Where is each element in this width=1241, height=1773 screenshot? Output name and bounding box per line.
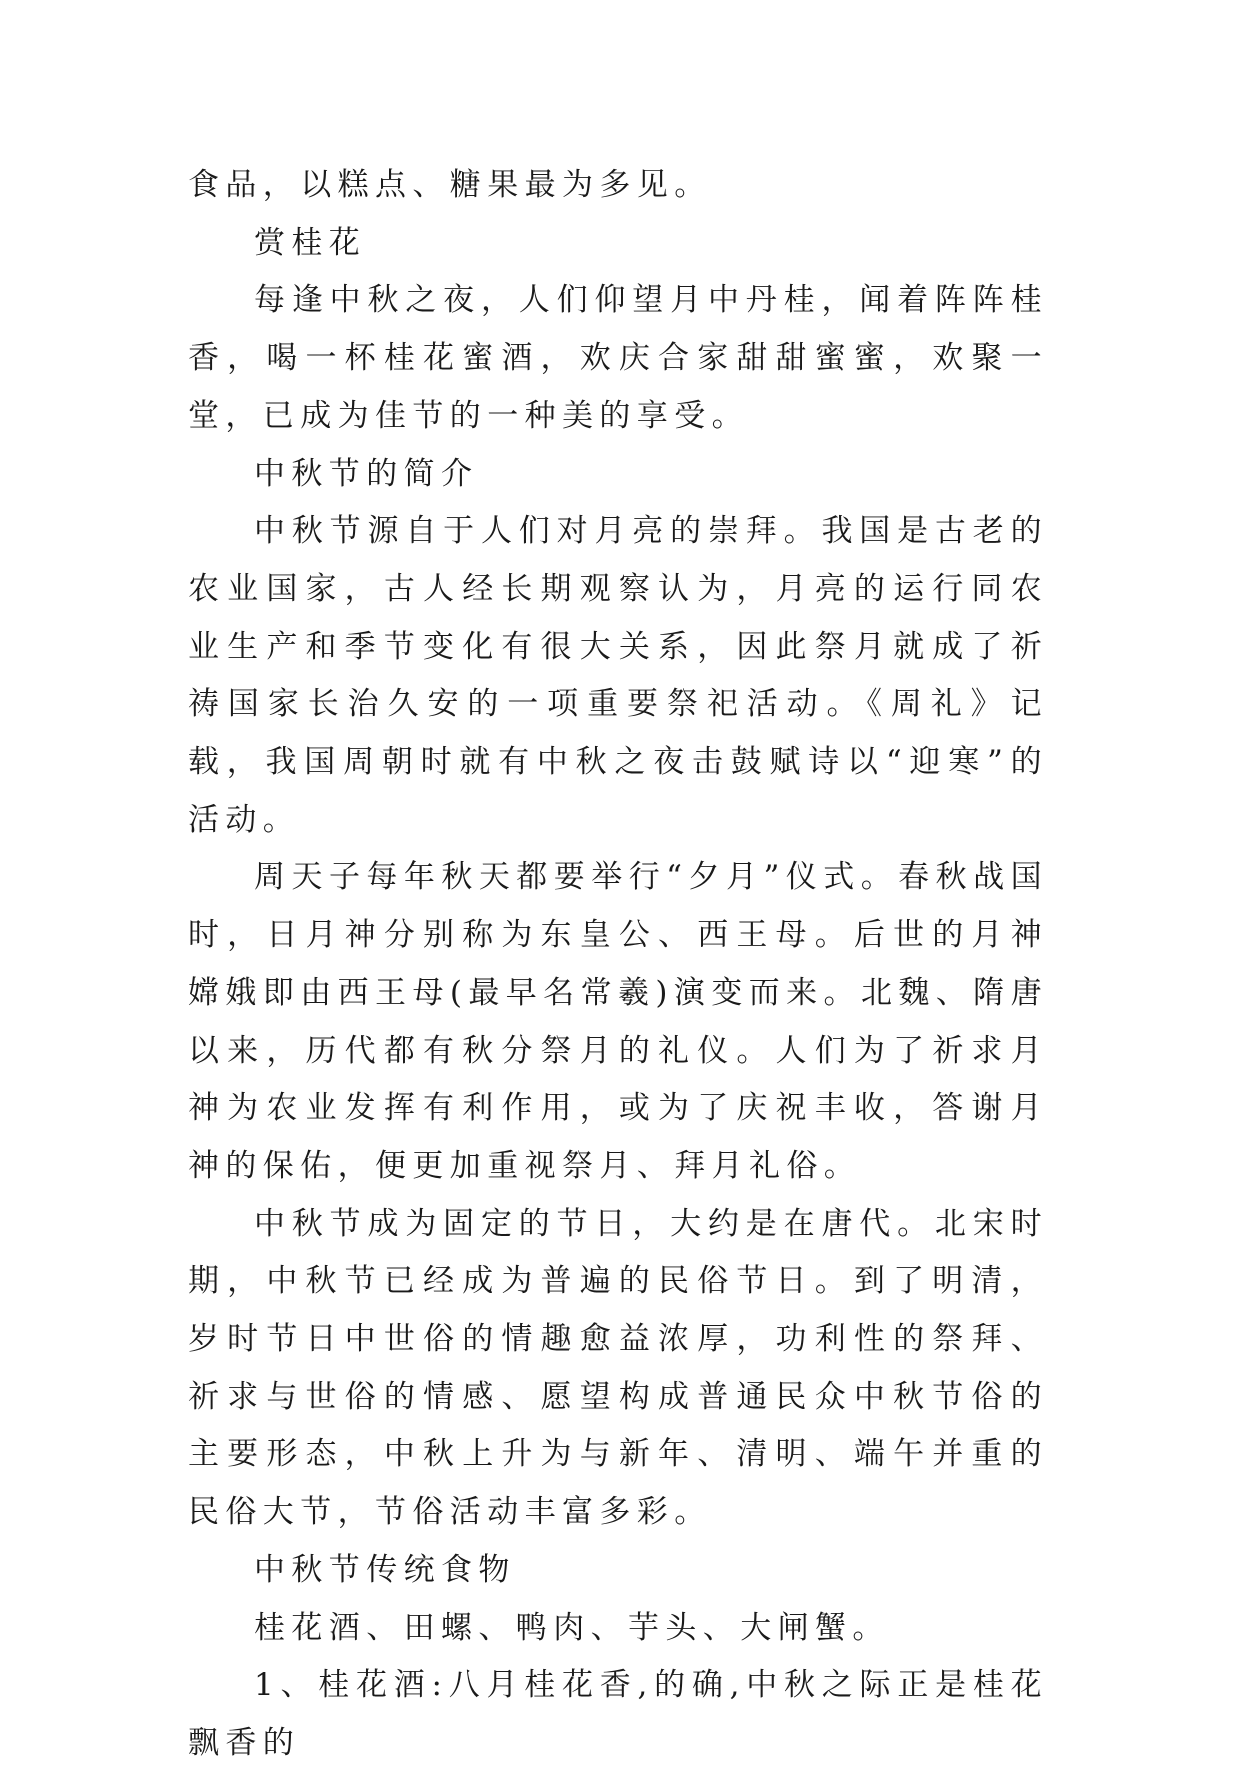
heading-traditional-foods: 中秋节传统食物 (254, 1551, 516, 1588)
document-body (188, 157, 1048, 1773)
paragraph-moon-worship: 中秋节源自于人们对月亮的崇拜。我国是古老的农业国家，古人经长期观察认为，月亮的运行同农业生产和季节变化有很大关系，因此祭月就成了祈祷国家长治久安的一项重要祭祀活动。《周礼》记载，我国周朝时就有中秋之夜击鼓赋诗以“迎寒”的活动。 (188, 513, 1048, 838)
paragraph-festival-history: 中秋节成为固定的节日，大约是在唐代。北宋时期，中秋节已经成为普遍的民俗节日。到了明清，岁时节日中世俗的情趣愈益浓厚，功利性的祭拜、祈求与世俗的情感、愿望构成普通民众中秋节俗的主要形态，中秋上升为与新年、清明、端午并重的民俗大节，节俗活动丰富多彩。 (188, 1205, 1048, 1531)
paragraph-zhou-rituals: 周天子每年秋天都要举行“夕月”仪式。春秋战国时，日月神分别称为东皇公、西王母。后世的月神嫦娥即由西王母(最早名常羲)演变而来。北魏、隋唐以来，历代都有秋分祭月的礼仪。人们为了祈求月神为农业发挥有利作用，或为了庆祝丰收，答谢月神的保佑，便更加重视祭月、拜月礼俗。 (188, 859, 1048, 1184)
paragraph-food-list: 桂花酒、田螺、鸭肉、芋头、大闸蟹。 (254, 1609, 890, 1646)
paragraph-osmanthus-wine: 1、桂花酒:八月桂花香,的确,中秋之际正是桂花飘香的 (188, 1667, 1048, 1761)
heading-osmanthus-viewing: 赏桂花 (254, 224, 367, 261)
paragraph-osmanthus-viewing: 每逢中秋之夜，人们仰望月中丹桂，闻着阵阵桂香，喝一杯桂花蜜酒，欢庆合家甜甜蜜蜜，欢聚一堂，已成为佳节的一种美的享受。 (188, 282, 1048, 434)
heading-festival-intro: 中秋节的简介 (254, 455, 479, 492)
paragraph-food-continuation: 食品，以糕点、糖果最为多见。 (188, 167, 712, 203)
